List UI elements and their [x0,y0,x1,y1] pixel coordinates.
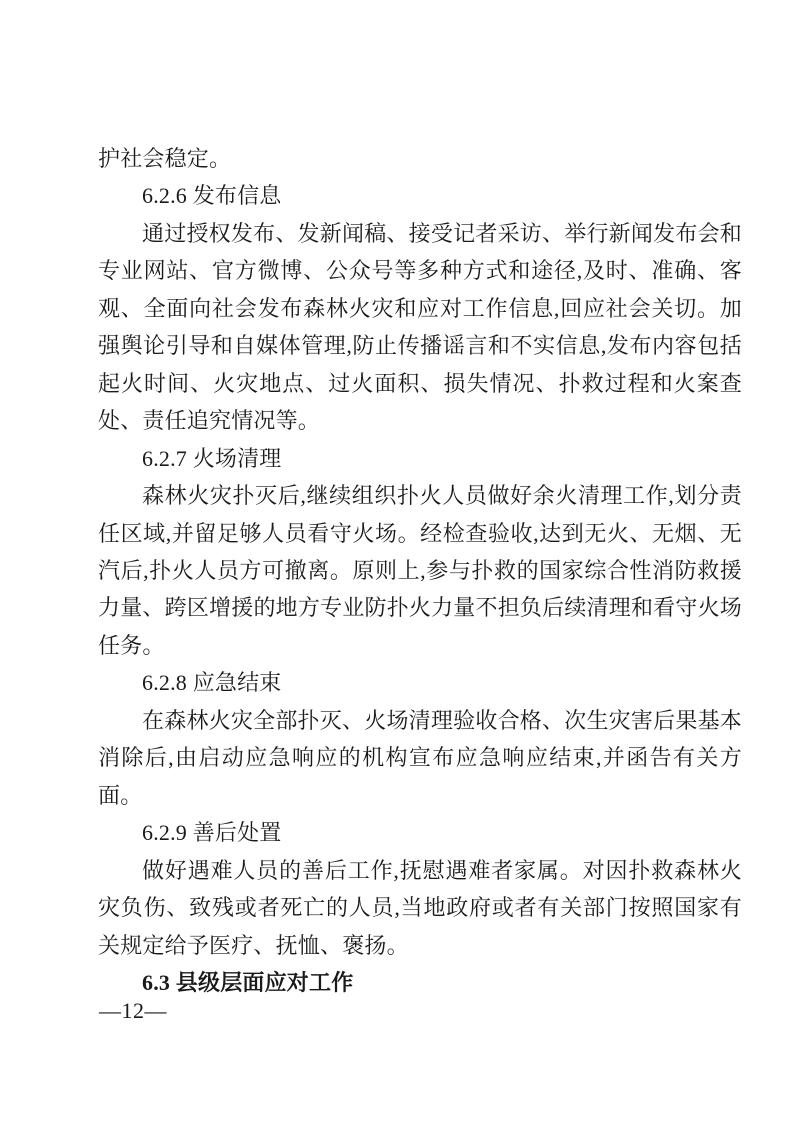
document-body [98,140,742,1001]
body-paragraph-fire-site-cleanup: 森林火灾扑灭后,继续组织扑火人员做好余火清理工作,划分责任区域,并留足够人员看守火场。经检查验收,达到无火、无烟、无汽后,扑火人员方可撤离。原则上,参与扑救的国家综合性消防救援力量、跨区增援的地方专业防扑火力量不担负后续清理和看守火场任务。 [98,483,742,658]
section-heading-6-3: 6.3 县级层面应对工作 [142,969,354,995]
body-paragraph-aftermath: 做好遇难人员的善后工作,抚慰遇难者家属。对因扑救森林火灾负伤、致残或者死亡的人员,当地政府或者有关部门按照国家有关规定给予医疗、抚恤、褒扬。 [98,857,742,958]
section-heading-6-2-6: 6.2.6 发布信息 [142,183,282,209]
section-heading-6-2-9: 6.2.9 善后处置 [142,820,282,846]
body-paragraph-emergency-end: 在森林火灾全部扑灭、火场清理验收合格、次生灾害后果基本消除后,由启动应急响应的机构宣布应急响应结束,并函告有关方面。 [98,707,742,808]
body-paragraph-publish-info: 通过授权发布、发新闻稿、接受记者采访、举行新闻发布会和专业网站、官方微博、公众号等多种方式和途径,及时、准确、客观、全面向社会发布森林火灾和应对工作信息,回应社会关切。加强舆论引导和自媒体管理,防止传播谣言和不实信息,发布内容包括起火时间、火灾地点、过火面积、损失情况、扑救过程和火案查处、责任追究情况等。 [98,220,742,434]
page-number: —12— [99,998,167,1023]
section-heading-6-2-7: 6.2.7 火场清理 [142,445,282,471]
section-heading-6-2-8: 6.2.8 应急结束 [142,670,282,696]
paragraph-continuation: 护社会稳定。 [98,146,232,171]
